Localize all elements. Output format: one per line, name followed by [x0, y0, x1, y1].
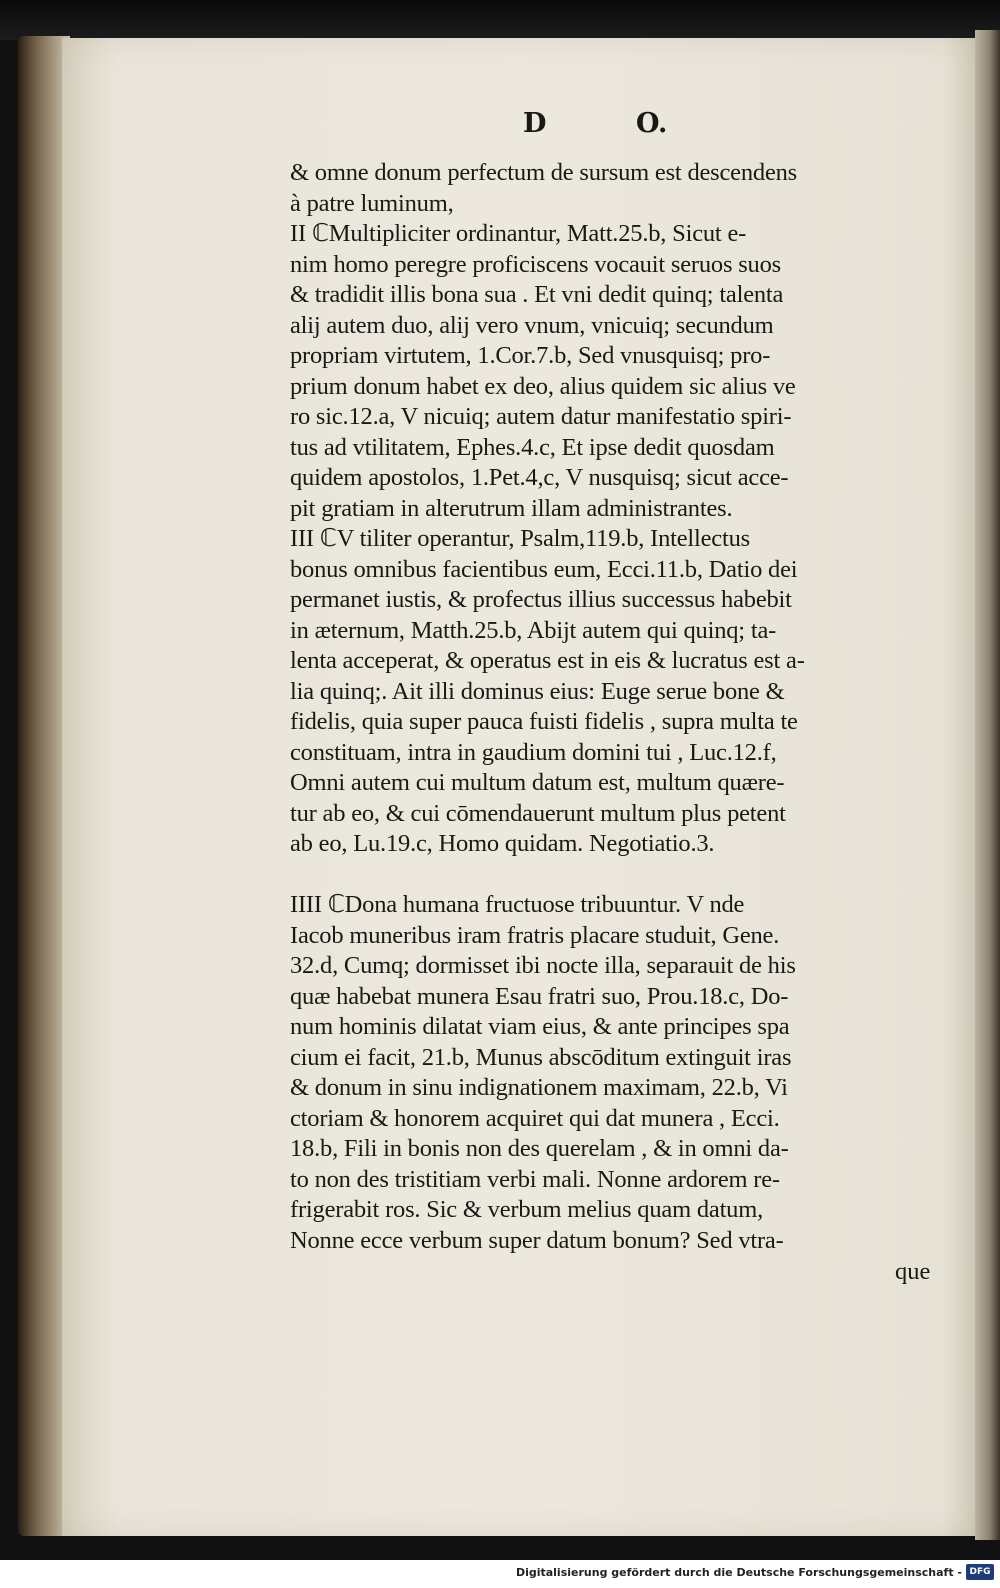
paragraph-gap [290, 860, 950, 891]
text-line: propriam virtutem, 1.Cor.7.b, Sed vnusquisq; pro- [290, 342, 771, 369]
text-line: à patre luminum, [290, 189, 454, 217]
text-line: lia quinq;. Ait illi dominus eius: Euge serue bone & [290, 677, 785, 705]
page-edge-right [975, 30, 1000, 1540]
text-line: bonus omnibus facientibus eum, Ecci.11.b, Datio dei [290, 555, 798, 583]
text-line: quæ habebat munera Esau fratri suo, Prou.18.c, Do- [290, 982, 789, 1010]
text-line: fidelis, quia super pauca fuisti fidelis , supra multa te [290, 708, 798, 735]
text-line: constituam, intra in gaudium domini tui , Luc.12.f, [290, 738, 777, 766]
text-line: Iacob muneribus iram fratris placare studuit, Gene. [290, 921, 780, 949]
text-line: 32.d, Cumq; dormisset ibi nocte illa, separauit de his [290, 952, 796, 979]
text-line: alij autem duo, alij vero vnum, vnicuiq; secundum [290, 311, 774, 339]
text-line: ab eo, Lu.19.c, Homo quidam. Negotiatio.3. [290, 830, 715, 857]
text-line: IIII ℂDona humana fructuose tribuuntur. V nde [290, 891, 745, 918]
text-line: nim homo peregre proficiscens vocauit seruos suos [290, 250, 781, 278]
text-line: II ℂMultipliciter ordinantur, Matt.25.b, Sicut e- [290, 220, 747, 247]
footer-bar [0, 1560, 1000, 1588]
text-line: permanet iustis, & profectus illius successus habebit [290, 586, 792, 613]
text-line: lenta acceperat, & operatus est in eis & lucratus est a- [290, 647, 805, 674]
text-line: in æternum, Matth.25.b, Abijt autem qui quinq; ta- [290, 616, 777, 644]
text-line: num hominis dilatat viam eius, & ante principes spa [290, 1013, 790, 1040]
text-line: ctoriam & honorem acquiret qui dat munera , Ecci. [290, 1104, 780, 1132]
footer-credit: Digitalisierung gefördert durch die Deutsche Forschungsgemeinschaft - [515, 1566, 962, 1579]
text-line: & donum in sinu indignationem maximam, 22.b, Vi [290, 1074, 788, 1101]
text-line: pit gratiam in alterutrum illam administrantes. [290, 494, 733, 522]
text-line: tur ab eo, & cui cōmendauerunt multum plus petent [290, 799, 786, 827]
text-line: Nonne ecce verbum super datum bonum? Sed vtra- [290, 1226, 784, 1254]
dfg-logo-icon: DFG [966, 1564, 994, 1580]
text-line: to non des tristitiam verbi mali. Nonne ardorem re- [290, 1165, 780, 1193]
text-line: quidem apostolos, 1.Pet.4,c, V nusquisq; sicut acce- [290, 464, 789, 491]
text-line: 18.b, Fili in bonis non des querelam , & in omni da- [290, 1135, 789, 1162]
text-line: & omne donum perfectum de sursum est descendens [290, 159, 798, 186]
text-line: Omni autem cui multum datum est, multum quære- [290, 769, 785, 796]
text-line: ro sic.12.a, V nicuiq; autem datur manifestatio spiri- [290, 403, 792, 430]
text-line: tus ad vtilitatem, Ephes.4.c, Et ipse dedit quosdam [290, 433, 775, 461]
catchword: que [895, 1258, 931, 1285]
text-line: prium donum habet ex deo, alius quidem sic alius ve [290, 372, 796, 400]
text-line: & tradidit illis bona sua . Et vni dedit quinq; talenta [290, 281, 784, 308]
text-line: III ℂV tiliter operantur, Psalm,119.b, Intellectus [290, 525, 750, 552]
text-line: cium ei facit, 21.b, Munus abscōditum extinguit iras [290, 1043, 792, 1071]
text-line: frigerabit ros. Sic & verbum melius quam datum, [290, 1196, 764, 1223]
header-left-letter: D [523, 108, 547, 139]
book-top-edge [0, 0, 1000, 40]
running-header [0, 108, 1000, 148]
body-text [290, 158, 950, 1256]
header-right-letter: O. [636, 108, 668, 139]
